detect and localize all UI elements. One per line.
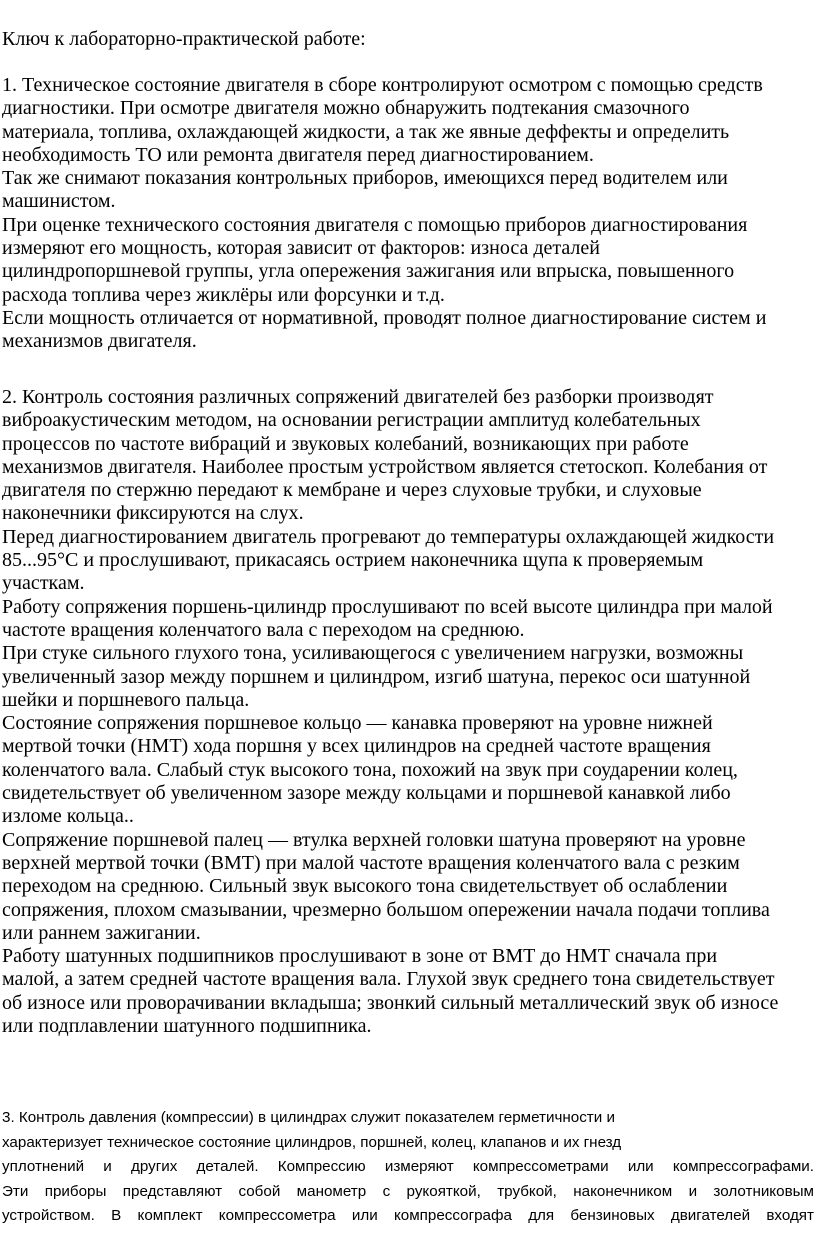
section-1-line: измеряют его мощность, которая зависит от факторов: износа деталей <box>2 237 600 260</box>
section-3-line: уплотнений и других деталей. Компрессию измеряют компрессометрами или компрессографами. <box>2 1158 814 1176</box>
section-1-line: механизмов двигателя. <box>2 330 197 353</box>
section-2-line: мертвой точки (НМТ) хода поршня у всех цилиндров на средней частоте вращения <box>2 735 711 758</box>
title-text: Ключ к лабораторно-практической работе: <box>2 28 366 50</box>
section-2-line: шейки и поршневого пальца. <box>2 688 250 711</box>
section-2-line: двигателя по стержню передают к мембране и через слуховые трубки, и слуховые <box>2 479 702 502</box>
section-2-line: 85...95°С и прослушивают, прикасаясь острием наконечника щупа к проверяемым <box>2 549 704 572</box>
section-3-line: устройством. В комплект компрессометра или компрессографа для бензиновых двигателей входят <box>2 1207 814 1225</box>
section-1-line: 1. Техническое состояние двигателя в сборе контролируют осмотром с помощью средств <box>2 74 763 96</box>
section-2-line: Перед диагностированием двигатель прогревают до температуры охлаждающей жидкости <box>2 525 775 548</box>
section-2-line: процессов по частоте вибраций и звуковых колебаний, возникающих при работе <box>2 432 689 455</box>
section-2-line: Состояние сопряжения поршневое кольцо — канавка проверяют на уровне нижней <box>2 712 713 735</box>
section-2-line: участкам. <box>2 572 85 595</box>
section-2-line: увеличенный зазор между поршнем и цилиндром, изгиб шатуна, перекос оси шатунной <box>2 665 751 688</box>
section-2-line: малой, а затем средней частоте вращения вала. Глухой звук среднего тона свидетельствует <box>2 968 775 991</box>
section-2-line: Сопряжение поршневой палец — втулка верхней головки шатуна проверяют на уровне <box>2 828 746 851</box>
document-title <box>2 28 366 51</box>
section-2-line: об износе или проворачивании вкладыша; звонкий сильный металлический звук об износе <box>2 991 779 1014</box>
section-2-line: частоте вращения коленчатого вала с переходом на среднюю. <box>2 618 525 641</box>
section-2-line: переходом на среднюю. Сильный звук высокого тона свидетельствует об ослаблении <box>2 875 728 898</box>
section-3-line: Эти приборы представляют собой манометр с рукояткой, трубкой, наконечником и золотниковым <box>2 1182 814 1200</box>
section-2-line: наконечники фиксируются на слух. <box>2 502 304 525</box>
section-2-line: коленчатого вала. Слабый стук высокого тона, похожий на звук при соударении колец, <box>2 758 738 781</box>
section-2-line: изломе кольца.. <box>2 805 134 828</box>
section-1-line: материала, топлива, охлаждающей жидкости, а так же явные деффекты и определить <box>2 120 730 143</box>
section-3-line: характеризует техническое состояние цилиндров, поршней, колец, клапанов и их гнезд <box>2 1133 622 1151</box>
section-2-line: виброакустическим методом, на основании регистрации амплитуд колебательных <box>2 409 701 432</box>
section-1-line: расхода топлива через жиклёры или форсунки и т.д. <box>2 283 445 306</box>
section-3-compression <box>2 1106 814 1229</box>
section-1-line: цилиндропоршневой группы, угла опережения зажигания или впрыска, повышенного <box>2 260 735 283</box>
section-2-vibroacoustic <box>2 386 778 1038</box>
section-1-visual-inspection <box>2 74 766 354</box>
section-1-line: машинистом. <box>2 190 116 213</box>
section-1-line: При оценке технического состояния двигателя с помощью приборов диагностирования <box>2 213 748 236</box>
section-2-line: сопряжения, плохом смазывании, чрезмерно большом опережении начала подачи топлива <box>2 898 770 921</box>
section-2-line: Работу сопряжения поршень-цилиндр прослушивают по всей высоте цилиндра при малой <box>2 595 773 618</box>
section-2-line: или раннем зажигании. <box>2 921 201 944</box>
section-2-line: верхней мертвой точки (ВМТ) при малой частоте вращения коленчатого вала с резким <box>2 851 740 874</box>
section-1-line: диагностики. При осмотре двигателя можно обнаружить подтекания смазочного <box>2 97 690 120</box>
section-2-line: механизмов двигателя. Наиболее простым устройством является стетоскоп. Колебания от <box>2 455 768 478</box>
section-1-line: Если мощность отличается от нормативной, проводят полное диагностирование систем и <box>2 306 767 329</box>
section-2-line: При стуке сильного глухого тона, усиливающегося с увеличением нагрузки, возможны <box>2 642 744 665</box>
section-2-line: или подплавлении шатунного подшипника. <box>2 1015 372 1038</box>
section-1-line: необходимость ТО или ремонта двигателя перед диагностированием. <box>2 143 594 166</box>
section-1-line: Так же снимают показания контрольных приборов, имеющихся перед водителем или <box>2 167 728 190</box>
section-3-line: 3. Контроль давления (компрессии) в цилиндрах служит показателем герметичности и <box>2 1109 615 1126</box>
section-2-line: 2. Контроль состояния различных сопряжений двигателей без разборки производят <box>2 386 714 408</box>
section-2-line: свидетельствует об увеличенном зазоре между кольцами и поршневой канавкой либо <box>2 782 731 805</box>
section-2-line: Работу шатунных подшипников прослушивают в зоне от ВМТ до НМТ сначала при <box>2 945 718 968</box>
